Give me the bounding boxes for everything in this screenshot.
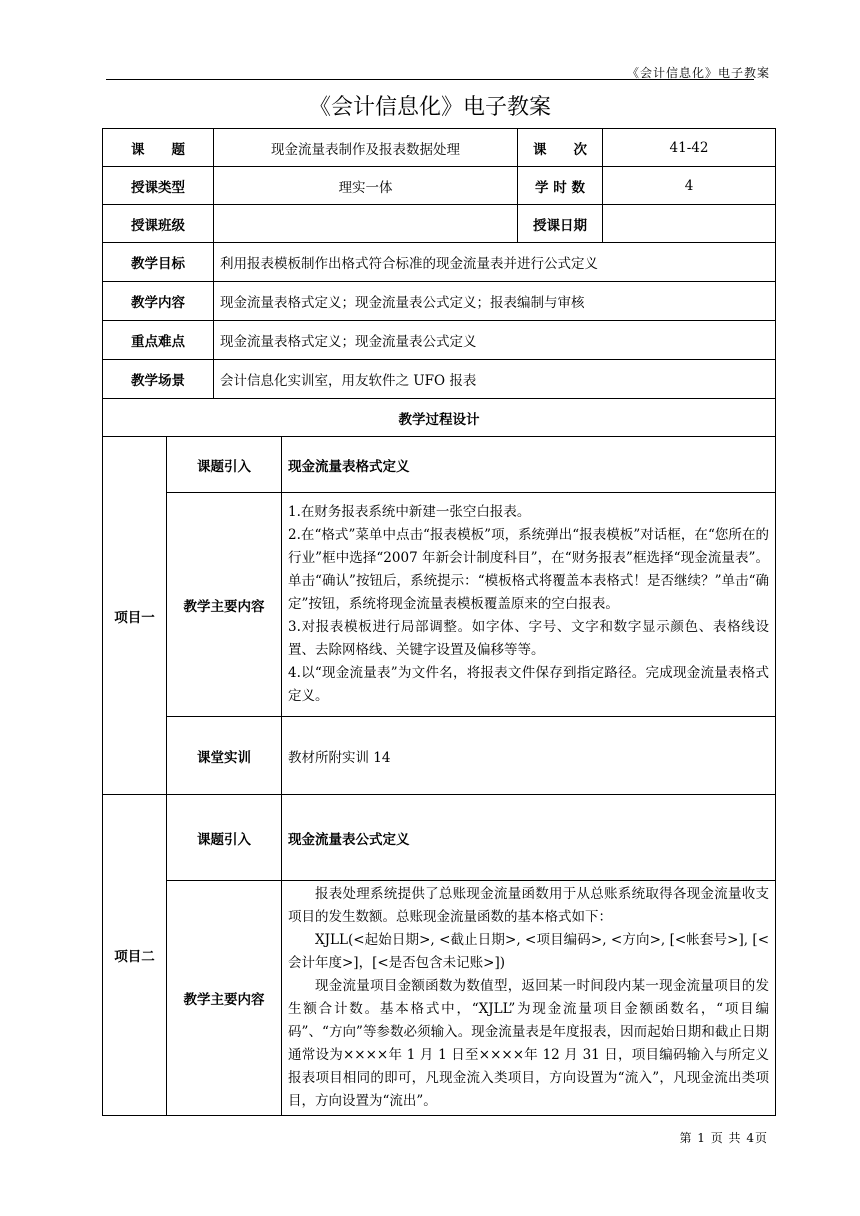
project-two-intro-row (103, 795, 776, 881)
goal-label: 教学目标 (103, 243, 214, 282)
hours-label: 学 时 数 (518, 167, 603, 205)
session-value: 41-42 (603, 129, 776, 167)
step-3: 3.对报表模板进行局部调整。如字体、字号、文字和数字显示颜色、表格线设置、去除网格线、关键字设置及偏移等等。 (288, 619, 769, 658)
lesson-plan-table (102, 128, 776, 1116)
type-value: 理实一体 (214, 167, 518, 205)
project-one-main-content (282, 493, 776, 717)
formula-description: 现金流量项目金额函数为数值型，返回某一时间段内某一现金流量项目的发生额合计数。基本格式中，“XJLL”为现金流量项目金额函数名，“项目编码”、“方向”等参数必须输入。现金流量表是年度报表，因而起始日期和截止日期通常设为××××年 1 月 1 日至××××年 12 月 31 日，项目编码输入与所定义报表项目相同的即可，凡现金流入类项目，方向设置为“流入”，凡现金流出类项目，方向设置为“流出”。 (288, 978, 769, 1109)
class-value (214, 205, 518, 243)
key-value: 现金流量表格式定义；现金流量表公式定义 (214, 321, 776, 360)
scene-label: 教学场景 (103, 360, 214, 399)
project-two-label: 项目二 (103, 795, 167, 1116)
row-goal (103, 243, 776, 282)
running-header: 《会计信息化》电子教案 (626, 66, 770, 80)
header-rule (106, 79, 754, 80)
content-label: 教学内容 (103, 282, 214, 321)
scene-value: 会计信息化实训室，用友软件之 UFO 报表 (214, 360, 776, 399)
project-two-main-content (282, 881, 776, 1116)
topic-value: 现金流量表制作及报表数据处理 (214, 129, 518, 167)
project-one-practice-value: 教材所附实训 14 (282, 717, 776, 795)
project-one-label: 项目一 (103, 437, 167, 795)
topic-label: 课 题 (103, 129, 214, 167)
step-2: 2.在“格式”菜单中点击“报表模板”项，系统弹出“报表模板”对话框，在“您所在的行业”框中选择“2007 年新会计制度科目”，在“财务报表”框选择“现金流量表”。单击“确认”按钮后，系统提示：“模板格式将覆盖本表格式！是否继续？”单击“确定”按钮，系统将现金流量表模板覆盖原来的空白报表。 (288, 527, 769, 612)
project-one-intro-row (103, 437, 776, 493)
row-topic (103, 129, 776, 167)
formula-syntax: XJLL(<起始日期>, <截止日期>, <项目编码>, <方向>, [<帐套号>], [<会计年度>]，[<是否包含未记账>]) (288, 932, 769, 971)
project-two-intro-label: 课题引入 (167, 795, 282, 881)
row-design-title (103, 399, 776, 437)
project-one-intro-value: 现金流量表格式定义 (282, 437, 776, 493)
page-footer: 第 1 页 共 4页 (679, 1131, 768, 1145)
content-value: 现金流量表格式定义；现金流量表公式定义；报表编制与审核 (214, 282, 776, 321)
step-4: 4.以“现金流量表”为文件名，将报表文件保存到指定路径。完成现金流量表格式定义。 (288, 665, 769, 704)
date-value (603, 205, 776, 243)
project-two-main-label: 教学主要内容 (167, 881, 282, 1116)
row-class (103, 205, 776, 243)
project-one-main-label: 教学主要内容 (167, 493, 282, 717)
hours-value: 4 (603, 167, 776, 205)
row-key-points (103, 321, 776, 360)
session-label: 课 次 (518, 129, 603, 167)
project-one-practice-label: 课堂实训 (167, 717, 282, 795)
design-title: 教学过程设计 (103, 399, 776, 437)
key-label: 重点难点 (103, 321, 214, 360)
row-content (103, 282, 776, 321)
goal-value: 利用报表模板制作出格式符合标准的现金流量表并进行公式定义 (214, 243, 776, 282)
row-type (103, 167, 776, 205)
document-title: 《会计信息化》电子教案 (308, 95, 551, 120)
date-label: 授课日期 (518, 205, 603, 243)
project-one-main-row (103, 493, 776, 717)
project-two-intro-value: 现金流量表公式定义 (282, 795, 776, 881)
project-one-practice-row (103, 717, 776, 795)
project-one-intro-label: 课题引入 (167, 437, 282, 493)
step-1: 1.在财务报表系统中新建一张空白报表。 (288, 504, 531, 520)
row-scene (103, 360, 776, 399)
type-label: 授课类型 (103, 167, 214, 205)
class-label: 授课班级 (103, 205, 214, 243)
formula-intro: 报表处理系统提供了总账现金流量函数用于从总账系统取得各现金流量收支项目的发生数额。总账现金流量函数的基本格式如下： (288, 886, 769, 925)
project-two-main-row (103, 881, 776, 1116)
